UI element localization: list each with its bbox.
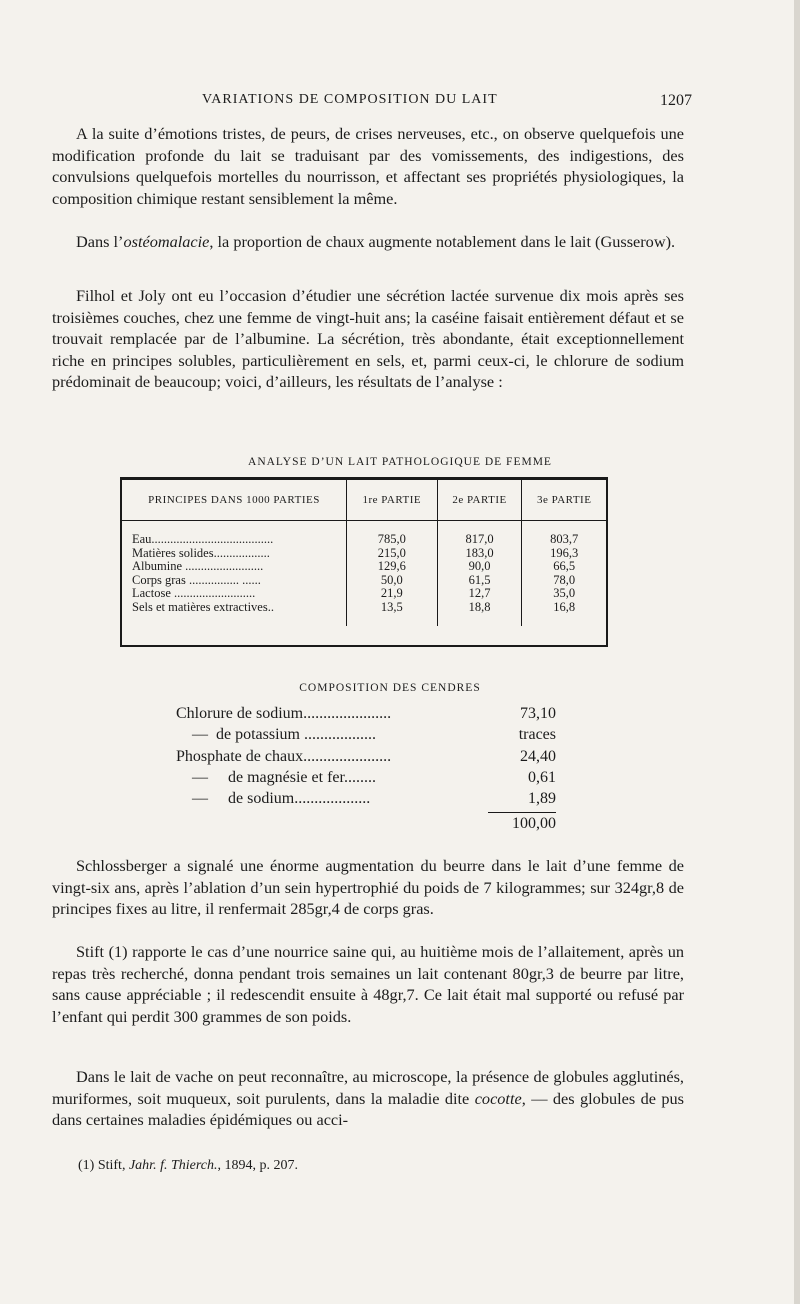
cell-value: 90,0 [437, 560, 522, 574]
item-value: 73,10 [520, 705, 556, 722]
ash-subtitle: COMPOSITION DES CENDRES [299, 682, 481, 694]
running-title: VARIATIONS DE COMPOSITION DU LAIT [202, 92, 498, 107]
paragraph-text: Dans le lait de vache on peut reconnaître, au microscope, la présence de globules agglutinés, muriformes, soit muqueux, soit purulents, dans la maladie dite [52, 1067, 684, 1108]
cell-value: 215,0 [347, 547, 438, 561]
page-number: 1207 [660, 92, 692, 109]
cell-value: 35,0 [522, 587, 606, 601]
item-value: 24,40 [520, 747, 556, 765]
cell-value: 785,0 [347, 533, 438, 547]
table-row [122, 587, 606, 601]
row-label: Sels et matières extractives.. [132, 599, 274, 614]
cell-value: 817,0 [437, 533, 522, 547]
analysis-table [120, 477, 608, 647]
cell-value: 16,8 [522, 601, 606, 615]
list-item [176, 746, 556, 767]
footnote-text: , 1894, p. 207. [217, 1158, 298, 1173]
column-header: 2e PARTIE [437, 480, 522, 521]
list-item [176, 724, 556, 745]
list-item [176, 767, 556, 788]
table-row [122, 574, 606, 588]
paragraph-text: Schlossberger a signalé une énorme augmentation du beurre dans le lait d’une femme de vingt-six ans, après l’ablation d’un sein hypertrophié du poids de 7 kilogrammes; sur 324gr,8 de principes fixes au litre, il renfermait 285gr,4 de corps gras. [52, 856, 684, 918]
table-row [122, 547, 606, 561]
footnote-text: (1) Stift, [78, 1158, 129, 1173]
item-value: 1,89 [528, 790, 556, 808]
paragraph-text: Filhol et Joly ont eu l’occasion d’étudier une sécrétion lactée survenue dix mois après ses troisièmes couches, chez une femme de vingt-huit ans; la caséine faisait entièrement défaut et se trouvait remplacée par de l’albumine. La sécrétion, très abondante, était exceptionnellement riche en principes solubles, particulièrement en sels, et, parmi ceux-ci, le chlorure de sodium prédominait de beaucoup; voici, d’ailleurs, les résultats de l’analyse : [52, 286, 684, 391]
emphasis-term: cocotte [474, 1088, 522, 1108]
table-row [122, 560, 606, 574]
ash-composition-list [176, 703, 556, 835]
paragraph-text: A la suite d’émotions tristes, de peurs, de crises nerveuses, etc., on observe quelquefois une modification profonde du lait se traduisant par des vomissements, des indigestions, des convulsions quelquefois mortelles du nourrisson, et affectant ses propriétés physiologiques, la composition chimique restant sensiblement la même. [52, 124, 684, 208]
cell-value: 78,0 [522, 574, 606, 588]
item-value: traces [518, 726, 556, 744]
row-label: Eau....................................... [132, 532, 274, 546]
list-item [176, 788, 556, 809]
total-value: 100,00 [512, 815, 556, 833]
paragraph-filhol-joly [52, 285, 684, 393]
item-label: — de sodium................... [176, 790, 371, 808]
cell-value: 129,6 [347, 560, 438, 574]
cell-value: 21,9 [347, 587, 438, 601]
cell-value: 803,7 [522, 533, 606, 547]
cell-value: 50,0 [347, 574, 438, 588]
table-row [122, 601, 606, 615]
paragraph-emotions [52, 123, 684, 209]
cell-value: 61,5 [437, 574, 522, 588]
column-header: 3e PARTIE [522, 480, 606, 521]
paragraph-osteomalacia [52, 231, 684, 253]
item-label: — de magnésie et fer........ [176, 768, 376, 786]
cell-value: 12,7 [437, 587, 522, 601]
cell-value: 66,5 [522, 560, 606, 574]
paragraph-schlossberger [52, 855, 684, 920]
column-header: PRINCIPES DANS 1000 PARTIES [122, 480, 347, 521]
row-label: Lactose .......................... [132, 586, 256, 600]
paragraph-text: , — des globules de pus dans certaines maladies épidémiques ou acci- [52, 1088, 685, 1129]
item-label: Phosphate de chaux...................... [176, 747, 392, 765]
table-row [122, 533, 606, 547]
paragraph-text: Dans l’ [76, 232, 124, 251]
column-header: 1re PARTIE [347, 480, 438, 521]
item-label: — de potassium .................. [176, 726, 376, 744]
cell-value: 183,0 [437, 547, 522, 561]
paragraph-stift [52, 941, 684, 1027]
scan-edge [794, 0, 800, 1304]
cell-value: 196,3 [522, 547, 606, 561]
cell-value: 13,5 [347, 601, 438, 615]
total-row [488, 812, 556, 834]
table-title: ANALYSE D’UN LAIT PATHOLOGIQUE DE FEMME [248, 456, 552, 468]
row-label: Corps gras ................ ...... [132, 572, 261, 587]
footnote [78, 1158, 298, 1174]
paragraph-vache [52, 1066, 684, 1131]
item-value: 0,61 [528, 768, 556, 786]
footnote-journal: Jahr. f. Thierch. [128, 1158, 218, 1173]
row-label: Matières solides.................. [132, 545, 270, 560]
item-label: Chlorure de sodium...................... [176, 705, 392, 722]
row-label: Albumine ......................... [132, 559, 264, 573]
table-header-row [122, 480, 606, 521]
paragraph-text: Stift (1) rapporte le cas d’une nourrice saine qui, au huitième mois de l’allaitement, après un repas très recherché, donna pendant trois semaines un lait contenant 80gr,3 de beurre par litre, sans cause appréciable ; il redescendit ensuite à 48gr,7. Ce lait était mal supporté ou refusé par l’enfant qui perdit 300 grammes de son poids. [52, 942, 684, 1026]
paragraph-text: , la proportion de chaux augmente notablement dans le lait (Gusserow). [209, 232, 676, 251]
list-item [176, 703, 556, 724]
emphasis-term: ostéomalacie [123, 232, 210, 251]
cell-value: 18,8 [437, 601, 522, 615]
